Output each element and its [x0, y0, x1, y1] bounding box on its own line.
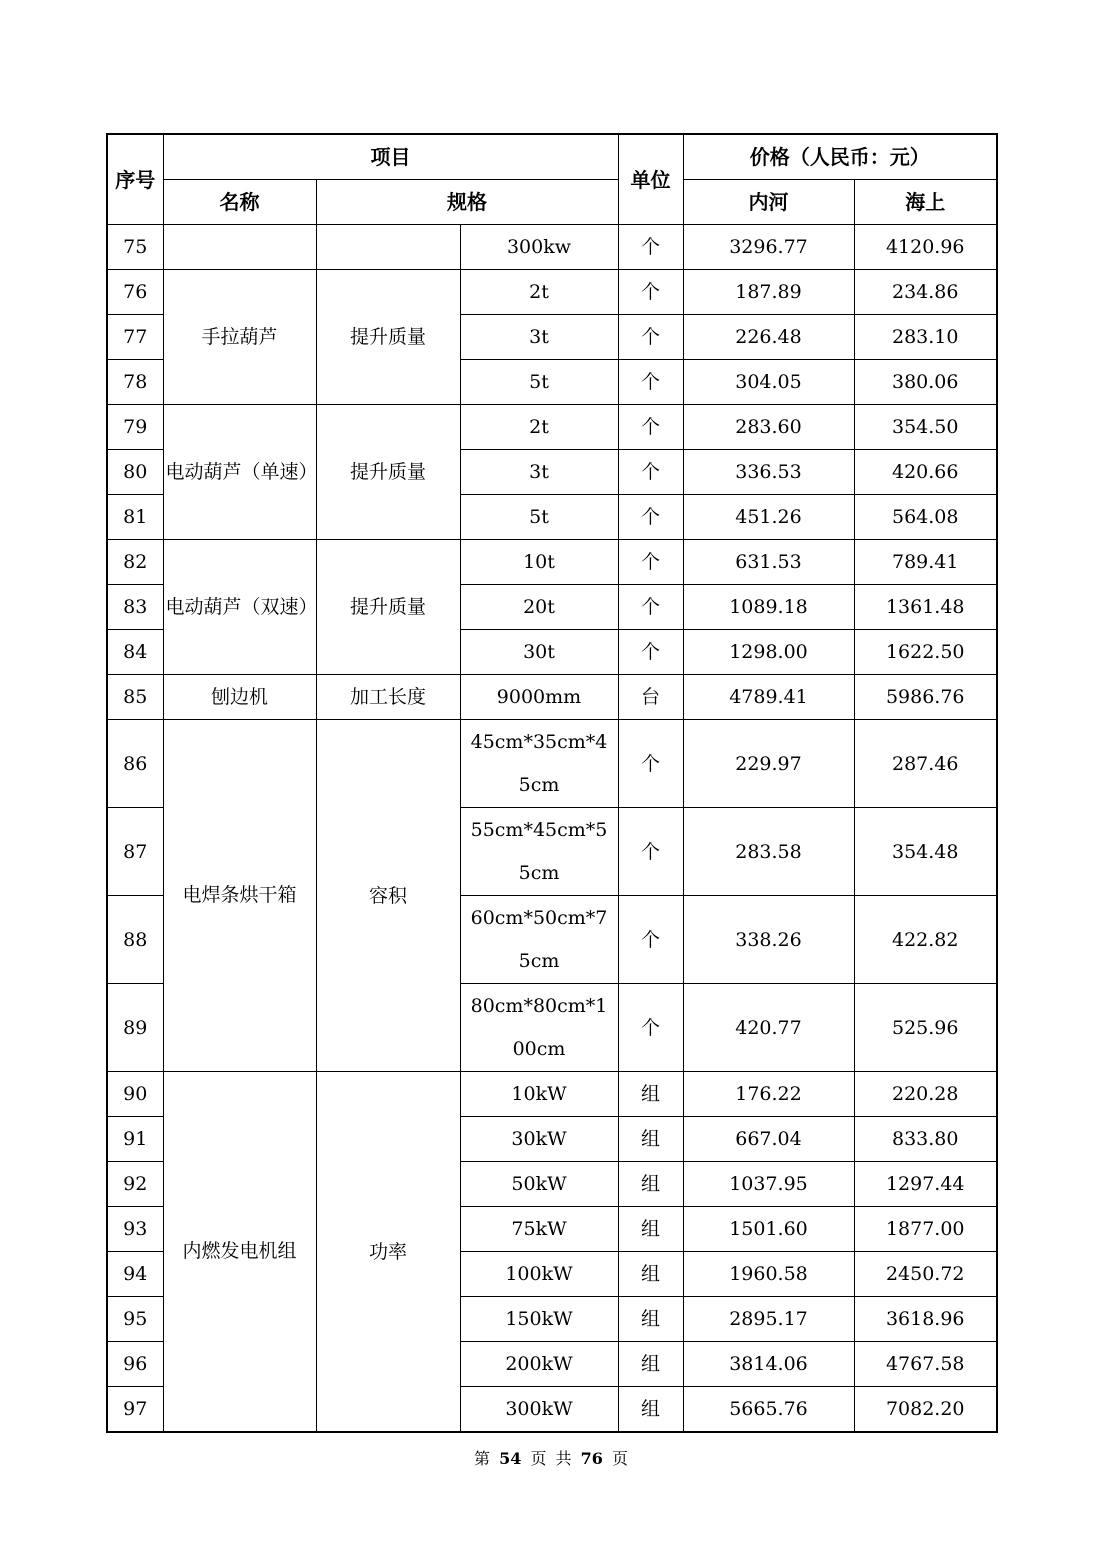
header-unit: 单位	[618, 134, 683, 225]
row-sea-price: 1361.48	[854, 585, 997, 630]
row-spec: 10kW	[460, 1072, 618, 1117]
row-unit: 个	[618, 495, 683, 540]
row-no: 75	[107, 225, 163, 270]
row-no: 84	[107, 630, 163, 675]
row-inland-price: 2895.17	[683, 1297, 854, 1342]
row-inland-price: 1298.00	[683, 630, 854, 675]
row-sea-price: 564.08	[854, 495, 997, 540]
header-row-1	[107, 134, 997, 180]
row-sea-price: 220.28	[854, 1072, 997, 1117]
row-unit: 个	[618, 585, 683, 630]
row-unit: 个	[618, 720, 683, 808]
row-sea-price: 283.10	[854, 315, 997, 360]
row-unit: 个	[618, 630, 683, 675]
row-unit: 组	[618, 1342, 683, 1387]
row-sea-price: 525.96	[854, 984, 997, 1072]
table-row	[107, 720, 997, 808]
row-unit: 个	[618, 360, 683, 405]
row-sea-price: 1622.50	[854, 630, 997, 675]
row-inland-price: 4789.41	[683, 675, 854, 720]
group-param: 提升质量	[316, 270, 460, 405]
row-sea-price: 1877.00	[854, 1207, 997, 1252]
group-param: 提升质量	[316, 405, 460, 540]
group-name: 内燃发电机组	[163, 1072, 316, 1433]
row-no: 90	[107, 1072, 163, 1117]
row-spec: 5t	[460, 360, 618, 405]
header-name: 名称	[163, 180, 316, 225]
row-no: 77	[107, 315, 163, 360]
row-unit: 组	[618, 1117, 683, 1162]
row-spec: 75kW	[460, 1207, 618, 1252]
row-spec: 60cm*50cm*75cm	[460, 896, 618, 984]
row-unit: 台	[618, 675, 683, 720]
row-no: 96	[107, 1342, 163, 1387]
row-sea-price: 354.50	[854, 405, 997, 450]
row-inland-price: 283.58	[683, 808, 854, 896]
row-sea-price: 354.48	[854, 808, 997, 896]
row-unit: 个	[618, 405, 683, 450]
row-spec: 50kW	[460, 1162, 618, 1207]
row-unit: 个	[618, 270, 683, 315]
row-unit: 组	[618, 1207, 683, 1252]
row-no: 76	[107, 270, 163, 315]
table-row	[107, 225, 997, 270]
group-param: 提升质量	[316, 540, 460, 675]
row-sea-price: 2450.72	[854, 1252, 997, 1297]
row-no: 86	[107, 720, 163, 808]
row-inland-price: 3296.77	[683, 225, 854, 270]
row-sea-price: 420.66	[854, 450, 997, 495]
group-name: 电焊条烘干箱	[163, 720, 316, 1072]
table-row	[107, 270, 997, 315]
row-sea-price: 5986.76	[854, 675, 997, 720]
row-unit: 个	[618, 540, 683, 585]
row-unit: 组	[618, 1252, 683, 1297]
row-no: 91	[107, 1117, 163, 1162]
table-row	[107, 540, 997, 585]
group-name: 电动葫芦（单速）	[163, 405, 316, 540]
row-inland-price: 338.26	[683, 896, 854, 984]
row-spec: 55cm*45cm*55cm	[460, 808, 618, 896]
row-spec: 200kW	[460, 1342, 618, 1387]
header-sea: 海上	[854, 180, 997, 225]
row-spec: 300kW	[460, 1387, 618, 1433]
header-seq: 序号	[107, 134, 163, 225]
row-unit: 个	[618, 450, 683, 495]
row-spec: 5t	[460, 495, 618, 540]
row-inland-price: 631.53	[683, 540, 854, 585]
row-no: 92	[107, 1162, 163, 1207]
table-row	[107, 1072, 997, 1117]
row-sea-price: 4767.58	[854, 1342, 997, 1387]
row-spec: 10t	[460, 540, 618, 585]
row-inland-price: 451.26	[683, 495, 854, 540]
row-sea-price: 234.86	[854, 270, 997, 315]
row-inland-price: 336.53	[683, 450, 854, 495]
row-spec: 30t	[460, 630, 618, 675]
row-name-empty	[163, 225, 316, 270]
row-inland-price: 229.97	[683, 720, 854, 808]
row-inland-price: 226.48	[683, 315, 854, 360]
row-unit: 组	[618, 1162, 683, 1207]
footer-page-number: 54	[499, 1449, 522, 1468]
row-sea-price: 4120.96	[854, 225, 997, 270]
row-spec: 300kw	[460, 225, 618, 270]
row-spec: 45cm*35cm*45cm	[460, 720, 618, 808]
group-param: 容积	[316, 720, 460, 1072]
row-inland-price: 187.89	[683, 270, 854, 315]
row-inland-price: 3814.06	[683, 1342, 854, 1387]
row-spec: 3t	[460, 450, 618, 495]
row-no: 85	[107, 675, 163, 720]
row-sea-price: 7082.20	[854, 1387, 997, 1433]
row-no: 78	[107, 360, 163, 405]
row-spec: 2t	[460, 270, 618, 315]
row-sea-price: 422.82	[854, 896, 997, 984]
row-unit: 个	[618, 984, 683, 1072]
row-spec: 150kW	[460, 1297, 618, 1342]
row-no: 83	[107, 585, 163, 630]
row-sea-price: 789.41	[854, 540, 997, 585]
table-row	[107, 675, 997, 720]
row-inland-price: 1089.18	[683, 585, 854, 630]
row-unit: 组	[618, 1072, 683, 1117]
row-no: 95	[107, 1297, 163, 1342]
row-sea-price: 1297.44	[854, 1162, 997, 1207]
row-sea-price: 287.46	[854, 720, 997, 808]
row-unit: 个	[618, 225, 683, 270]
row-spec: 30kW	[460, 1117, 618, 1162]
header-price: 价格（人民币：元）	[683, 134, 997, 180]
row-inland-price: 420.77	[683, 984, 854, 1072]
page-footer	[0, 1446, 1102, 1469]
row-sea-price: 380.06	[854, 360, 997, 405]
row-no: 87	[107, 808, 163, 896]
header-inland: 内河	[683, 180, 854, 225]
footer-suffix: 页	[612, 1449, 629, 1468]
row-no: 82	[107, 540, 163, 585]
header-item: 项目	[163, 134, 618, 180]
row-sea-price: 3618.96	[854, 1297, 997, 1342]
row-spec: 9000mm	[460, 675, 618, 720]
row-inland-price: 283.60	[683, 405, 854, 450]
header-spec: 规格	[316, 180, 618, 225]
row-no: 89	[107, 984, 163, 1072]
row-spec: 20t	[460, 585, 618, 630]
row-no: 80	[107, 450, 163, 495]
group-param: 功率	[316, 1072, 460, 1433]
footer-mid: 页 共	[530, 1449, 572, 1468]
row-param-empty	[316, 225, 460, 270]
row-inland-price: 304.05	[683, 360, 854, 405]
row-no: 94	[107, 1252, 163, 1297]
price-table	[106, 133, 998, 1433]
row-no: 88	[107, 896, 163, 984]
row-spec: 2t	[460, 405, 618, 450]
row-inland-price: 1960.58	[683, 1252, 854, 1297]
row-param: 加工长度	[316, 675, 460, 720]
row-spec: 80cm*80cm*100cm	[460, 984, 618, 1072]
header-row-2	[107, 180, 997, 225]
row-unit: 个	[618, 808, 683, 896]
footer-total-pages: 76	[580, 1449, 603, 1468]
group-name: 手拉葫芦	[163, 270, 316, 405]
row-unit: 个	[618, 315, 683, 360]
row-spec: 100kW	[460, 1252, 618, 1297]
row-unit: 组	[618, 1387, 683, 1433]
row-inland-price: 1037.95	[683, 1162, 854, 1207]
row-sea-price: 833.80	[854, 1117, 997, 1162]
row-inland-price: 5665.76	[683, 1387, 854, 1433]
row-unit: 个	[618, 896, 683, 984]
group-name: 电动葫芦（双速）	[163, 540, 316, 675]
row-no: 97	[107, 1387, 163, 1433]
row-inland-price: 1501.60	[683, 1207, 854, 1252]
row-name: 刨边机	[163, 675, 316, 720]
row-no: 79	[107, 405, 163, 450]
row-no: 81	[107, 495, 163, 540]
table-row	[107, 405, 997, 450]
footer-prefix: 第	[473, 1449, 490, 1468]
row-unit: 组	[618, 1297, 683, 1342]
row-inland-price: 176.22	[683, 1072, 854, 1117]
row-no: 93	[107, 1207, 163, 1252]
row-inland-price: 667.04	[683, 1117, 854, 1162]
row-spec: 3t	[460, 315, 618, 360]
